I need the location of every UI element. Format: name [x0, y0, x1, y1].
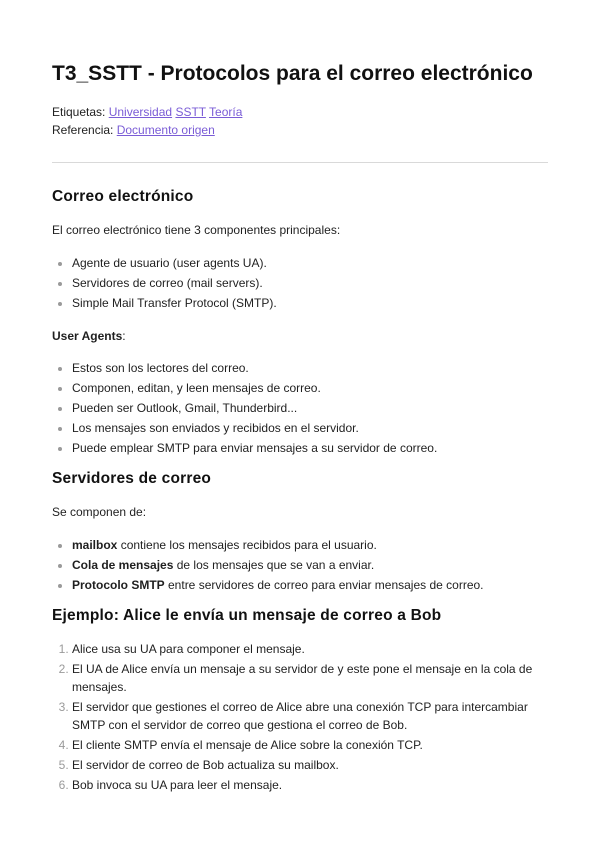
user-agents-label — [52, 327, 548, 345]
section-heading-example: Ejemplo: Alice le envía un mensaje de correo a Bob — [52, 607, 442, 624]
tag-link-teoria[interactable]: Teoría — [209, 105, 243, 119]
list-item: 1. Alice usa su UA para componer el mensaje. — [72, 640, 548, 660]
example-steps-list — [52, 640, 548, 796]
list-item: 4. El cliente SMTP envía el mensaje de Alice sobre la conexión TCP. — [72, 736, 548, 756]
list-item: 6. Bob invoca su UA para leer el mensaje. — [72, 776, 548, 796]
list-item: • Servidores de correo (mail servers). — [72, 273, 548, 293]
servers-list — [52, 535, 548, 595]
list-item: • Simple Mail Transfer Protocol (SMTP). — [72, 293, 548, 313]
item-text: entre servidores de correo para enviar mensajes de correo. — [164, 578, 484, 592]
page-title: T3_SSTT - Protocolos para el correo electrónico — [52, 62, 533, 85]
email-intro: El correo electrónico tiene 3 componentes principales: — [52, 223, 341, 237]
user-agents-colon: : — [122, 329, 126, 343]
reference-row — [52, 121, 242, 139]
list-item: • Pueden ser Outlook, Gmail, Thunderbird... — [72, 398, 548, 418]
reference-link[interactable]: Documento origen — [116, 123, 215, 137]
servers-intro: Se componen de: — [52, 505, 147, 519]
list-item — [72, 535, 548, 555]
tag-link-sstt[interactable]: SSTT — [175, 105, 206, 119]
item-bold: Protocolo SMTP — [72, 578, 165, 592]
item-text: contiene los mensajes recibidos para el usuario. — [117, 538, 377, 552]
tags-row — [52, 103, 242, 121]
section-heading-email: Correo electrónico — [52, 188, 194, 205]
document-meta — [52, 103, 242, 139]
item-text: de los mensajes que se van a enviar. — [173, 558, 375, 572]
tags-label: Etiquetas: — [52, 105, 106, 119]
list-item: 5. El servidor de correo de Bob actualiza su mailbox. — [72, 756, 548, 776]
list-item: • Puede emplear SMTP para enviar mensajes a su servidor de correo. — [72, 438, 548, 458]
section-heading-servers: Servidores de correo — [52, 470, 212, 487]
reference-label: Referencia: — [52, 123, 114, 137]
list-item: • Componen, editan, y leen mensajes de correo. — [72, 378, 548, 398]
list-item: 3. El servidor que gestiones el correo de Alice abre una conexión TCP para intercambiar SMTP con el servidor de correo que gestiona el correo de Bob. — [72, 698, 548, 736]
item-bold: mailbox — [72, 538, 118, 552]
list-item: • Los mensajes son enviados y recibidos en el servidor. — [72, 418, 548, 438]
user-agents-bold: User Agents — [52, 329, 123, 343]
list-item: • Estos son los lectores del correo. — [72, 358, 548, 378]
document-body — [52, 188, 548, 796]
components-list — [52, 253, 548, 313]
list-item — [72, 575, 548, 595]
list-item: • Agente de usuario (user agents UA). — [72, 253, 548, 273]
item-bold: Cola de mensajes — [72, 558, 174, 572]
divider — [52, 162, 548, 163]
list-item — [72, 555, 548, 575]
list-item: 2. El UA de Alice envía un mensaje a su servidor de y este pone el mensaje en la cola de mensajes. — [72, 660, 548, 698]
user-agents-list — [52, 358, 548, 458]
tag-link-universidad[interactable]: Universidad — [108, 105, 173, 119]
